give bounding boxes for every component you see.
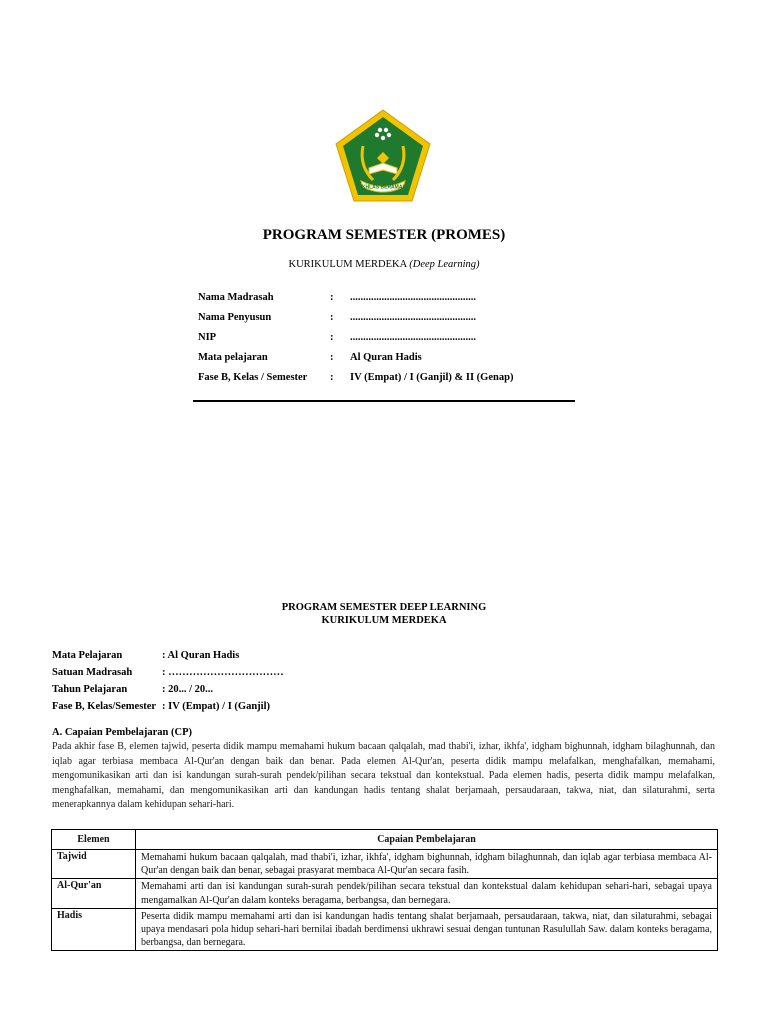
- cover-field-sep: :: [330, 371, 334, 383]
- cover-field-value: Al Quran Hadis: [350, 351, 422, 363]
- cover-field-label: Nama Penyusun: [198, 311, 272, 323]
- section2-field-label: Mata Pelajaran: [52, 650, 123, 661]
- cover-field-label: Mata pelajaran: [198, 351, 268, 363]
- cp-capaian-cell: Memahami arti dan isi kandungan surah-surah pendek/pilihan secara tekstual dan kontekstual dalam kehidupan sehari-hari, sebagai upaya mengamalkan Al-Qur'an dalam konteks beragama, berbangsa, dan bernegara.: [136, 879, 718, 908]
- section2-field-value: : 20... / 20...: [162, 684, 214, 695]
- section2-field-row: [52, 681, 284, 698]
- cover-field-value: ................................................: [350, 291, 476, 303]
- cp-paragraph: Pada akhir fase B, elemen tajwid, peserta didik mampu memahami hukum bacaan qalqalah, mad thabi'i, izhar, ikhfa', idgham bighunnah, idgham bilaghunnah, dan iqlab agar terbiasa membaca Al-Qur'an dengan baik dan benar. Pada elemen Al-Qur'an, peserta didik mampu melafalkan, menghafalkan, memahami, mengomunikasikan arti dan isi kandungan surah-surah pendek/pilihan secara tekstual dan kontekstual. Pada elemen hadis, peserta didik mampu melafalkan, menghafalkan, memahami, dan mengomunikasikan arti dan kandungan hadis tentang shalat berjamaah, persaudaraan, takwa, niat, dan silaturahmi, serta menerapkannya dalam kehidupan sehari-hari.: [52, 741, 715, 810]
- section2-field-row: [52, 698, 284, 715]
- cp-elemen-cell: Al-Qur'an: [52, 879, 136, 908]
- cp-capaian-cell: Memahami hukum bacaan qalqalah, mad thabi'i, izhar, ikhfa', idgham bighunnah, idgham bilaghunnah, dan iqlab agar terbiasa membaca Al-Qur'an dengan baik dan benar, sebagai prasyarat membaca Al-Qur'an secara fasih.: [136, 850, 718, 879]
- cover-subtitle-main: KURIKULUM MERDEKA: [288, 259, 410, 270]
- section2-field-label: Fase B, Kelas/Semester: [52, 701, 157, 712]
- section2-title: [0, 601, 768, 627]
- cover-field-label: NIP: [198, 331, 217, 343]
- cp-elemen-cell: Hadis: [52, 908, 136, 951]
- cp-table-header-elemen: Elemen: [52, 830, 136, 850]
- cover-field-row: [198, 327, 513, 347]
- cover-title: PROGRAM SEMESTER (PROMES): [262, 227, 506, 243]
- table-row: [52, 908, 718, 951]
- cover-subtitle-italic: (Deep Learning): [409, 259, 480, 270]
- cp-elemen-cell: Tajwid: [52, 850, 136, 879]
- cover-field-value: ................................................: [350, 311, 476, 323]
- cover-field-sep: :: [330, 331, 334, 343]
- section2-field-value: : ……………………………: [162, 667, 284, 678]
- cover-field-value: IV (Empat) / I (Ganjil) & II (Genap): [350, 371, 514, 383]
- cover-field-sep: :: [330, 311, 334, 323]
- cover-field-label: Nama Madrasah: [198, 291, 274, 303]
- cp-table-header-capaian: Capaian Pembelajaran: [136, 830, 718, 850]
- section2-info-block: [52, 647, 284, 715]
- cover-field-sep: :: [330, 291, 334, 303]
- cover-info-block: [198, 287, 513, 387]
- cover-divider: [193, 400, 575, 402]
- cover-field-sep: :: [330, 351, 334, 363]
- cover-subtitle: [0, 259, 768, 270]
- cp-heading: A. Capaian Pembelajaran (CP): [52, 727, 192, 738]
- section2-title-line1: PROGRAM SEMESTER DEEP LEARNING: [281, 602, 487, 613]
- kemenag-logo: [333, 108, 433, 204]
- section2-field-value: : IV (Empat) / I (Ganjil): [162, 701, 271, 712]
- cover-field-row: [198, 347, 513, 367]
- section2-title-line2: KURIKULUM MERDEKA: [321, 615, 447, 626]
- cover-field-label: Fase B, Kelas / Semester: [198, 371, 308, 383]
- section2-field-value: : Al Quran Hadis: [162, 650, 240, 661]
- cp-table-header-row: [52, 830, 718, 850]
- cp-table: [51, 829, 718, 951]
- logo-motto: IKHLAS BERAMAL: [360, 184, 406, 191]
- cover-field-row: [198, 367, 513, 387]
- section2-field-row: [52, 647, 284, 664]
- cp-capaian-cell: Peserta didik mampu memahami arti dan isi kandungan hadis tentang shalat berjamaah, persaudaraan, takwa, niat, dan silaturahmi, sebagai upaya mendasari pola hidup sehari-hari bernilai ibadah berdimensi ukhrawi sesuai dengan tuntunan Rasulullah Saw. dalam konteks beragama, berbangsa, dan bernegara.: [136, 908, 718, 951]
- section2-field-row: [52, 664, 284, 681]
- section2-field-label: Tahun Pelajaran: [52, 684, 128, 695]
- table-row: [52, 879, 718, 908]
- cover-field-row: [198, 287, 513, 307]
- section2-field-label: Satuan Madrasah: [52, 667, 133, 678]
- table-row: [52, 850, 718, 879]
- cover-field-value: ................................................: [350, 331, 476, 343]
- cover-field-row: [198, 307, 513, 327]
